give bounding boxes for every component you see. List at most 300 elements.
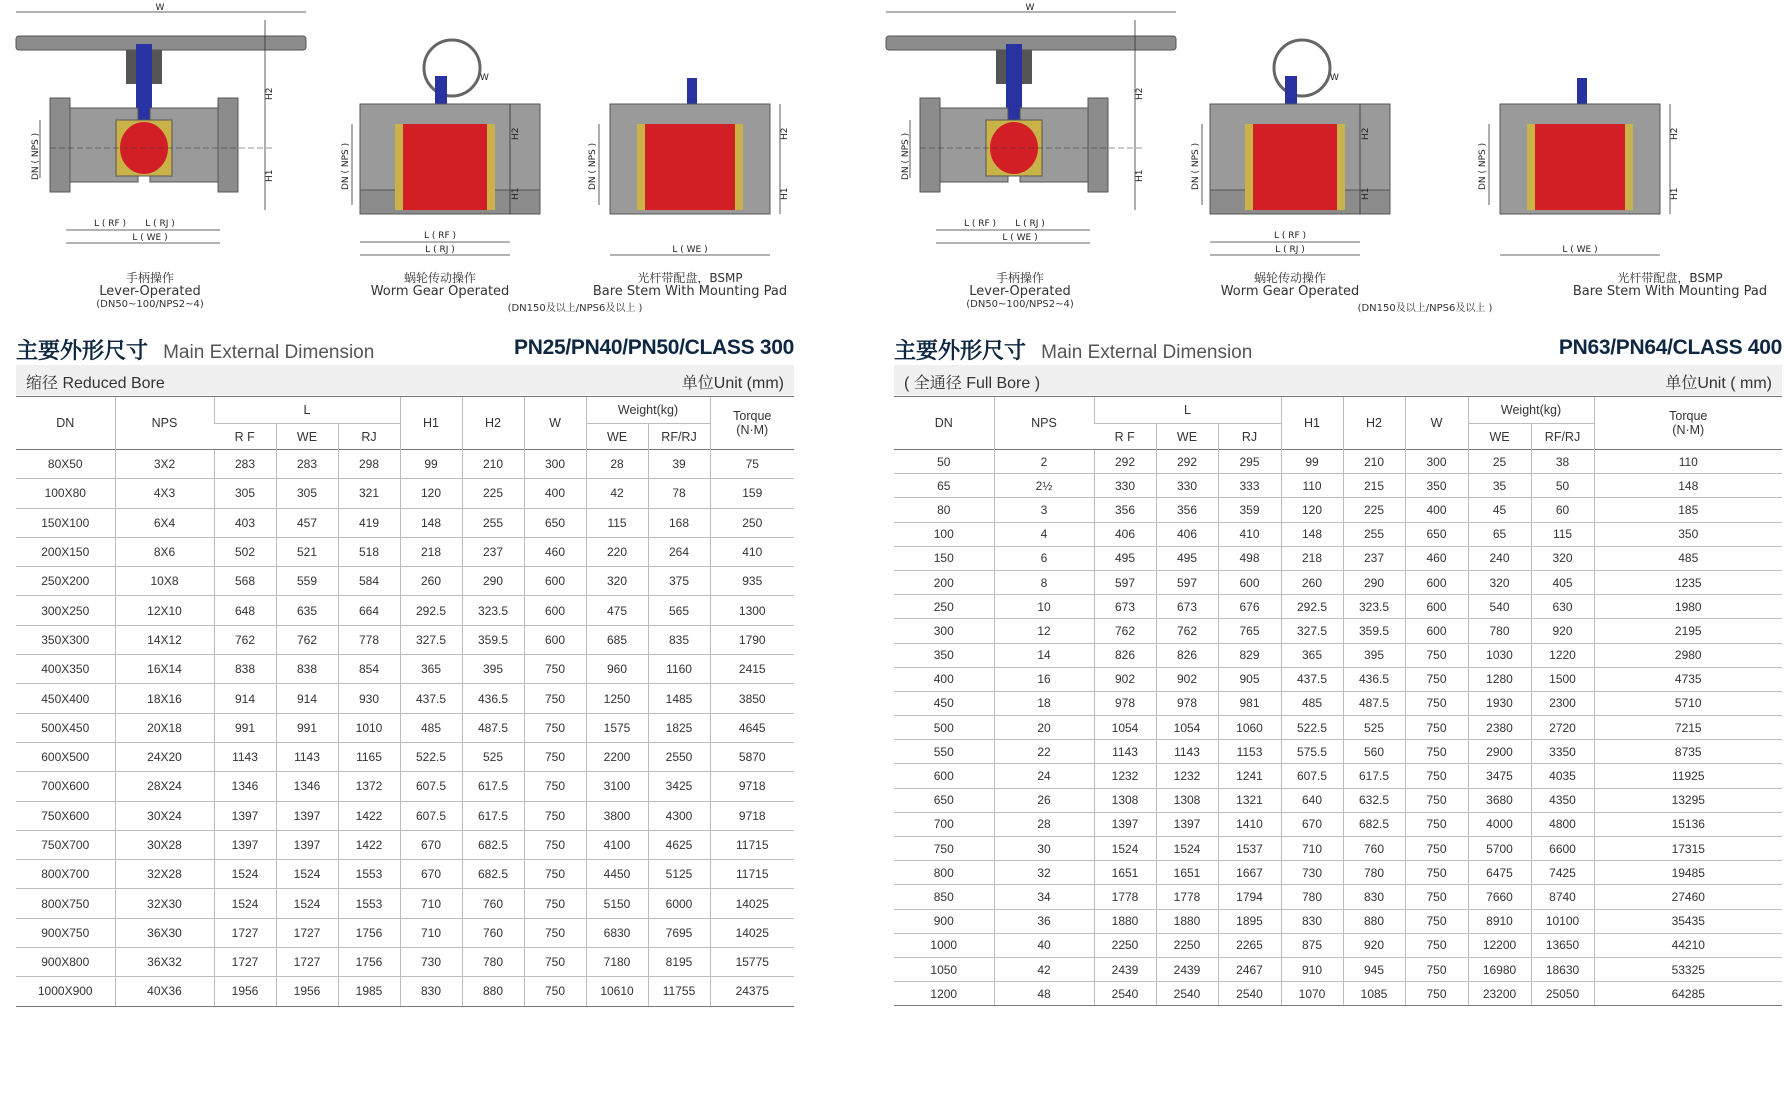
cell-nps: 30X24 — [115, 801, 214, 830]
cell-l-rf: 1397 — [214, 830, 276, 859]
cell-weight-we: 10610 — [586, 977, 648, 1006]
cell-dn: 80X50 — [16, 450, 115, 479]
caption-note: (DN50~100/NPS2~4) — [966, 299, 1074, 310]
cell-l-we: 521 — [276, 537, 338, 566]
cell-w: 650 — [524, 508, 586, 537]
svg-text:DN ( NPS ): DN ( NPS ) — [901, 132, 911, 180]
cell-l-rf: 1880 — [1094, 909, 1156, 933]
cell-l-we: 1397 — [276, 801, 338, 830]
cell-weight-rfrj: 25050 — [1531, 982, 1594, 1006]
cell-l-rf: 1308 — [1094, 788, 1156, 812]
cell-l-rf: 356 — [1094, 498, 1156, 522]
cell-weight-we: 28 — [586, 450, 648, 479]
table-row — [894, 885, 1782, 909]
cell-weight-rfrj: 1220 — [1531, 643, 1594, 667]
cell-torque: 2980 — [1594, 643, 1782, 667]
cell-dn: 1200 — [894, 982, 994, 1006]
cell-h1: 120 — [400, 479, 462, 508]
cell-h1: 910 — [1281, 957, 1343, 981]
cell-weight-rfrj: 320 — [1531, 546, 1594, 570]
cell-weight-we: 540 — [1468, 595, 1531, 619]
cell-dn: 450X400 — [16, 684, 115, 713]
cell-h1: 607.5 — [400, 801, 462, 830]
dimension-table — [894, 396, 1782, 1006]
cell-l-we: 1956 — [276, 977, 338, 1006]
cell-w: 750 — [1405, 837, 1468, 861]
cell-w: 600 — [1405, 619, 1468, 643]
cell-dn: 50 — [894, 450, 994, 474]
cell-weight-we: 12200 — [1468, 933, 1531, 957]
cell-h1: 148 — [400, 508, 462, 537]
cell-weight-rfrj: 11755 — [648, 977, 710, 1006]
cell-weight-rfrj: 7695 — [648, 918, 710, 947]
cell-torque: 5710 — [1594, 691, 1782, 715]
cell-l-rj: 905 — [1218, 667, 1281, 691]
svg-text:L ( RF ): L ( RF ) — [1273, 231, 1307, 241]
cell-l-rf: 1524 — [214, 860, 276, 889]
lever-operated-caption — [60, 272, 240, 311]
cell-torque: 5870 — [710, 742, 794, 771]
cell-w: 750 — [1405, 933, 1468, 957]
cell-l-rj: 765 — [1218, 619, 1281, 643]
valve-drawings — [0, 0, 800, 330]
torque-unit: (N·M) — [736, 423, 769, 437]
cell-l-rj: 498 — [1218, 546, 1281, 570]
cell-nps: 32 — [994, 861, 1094, 885]
cell-l-rf: 673 — [1094, 595, 1156, 619]
col-header-l: L — [1094, 397, 1281, 424]
cell-l-rf: 991 — [214, 713, 276, 742]
cell-l-rf: 2439 — [1094, 957, 1156, 981]
cell-torque: 1235 — [1594, 570, 1782, 594]
table-row — [894, 450, 1782, 474]
cell-torque: 159 — [710, 479, 794, 508]
cell-nps: 14X12 — [115, 625, 214, 654]
cell-nps: 32X28 — [115, 860, 214, 889]
cell-l-rf: 1143 — [214, 742, 276, 771]
table-row — [894, 909, 1782, 933]
cell-weight-we: 685 — [586, 625, 648, 654]
cell-weight-rfrj: 60 — [1531, 498, 1594, 522]
cell-h2: 617.5 — [462, 772, 524, 801]
cell-weight-we: 7660 — [1468, 885, 1531, 909]
cell-torque: 4735 — [1594, 667, 1782, 691]
cell-nps: 36 — [994, 909, 1094, 933]
cell-l-rj: 298 — [338, 450, 400, 479]
cell-dn: 300X250 — [16, 596, 115, 625]
cell-torque: 44210 — [1594, 933, 1782, 957]
cell-w: 750 — [1405, 885, 1468, 909]
cell-h1: 260 — [400, 567, 462, 596]
cell-h1: 730 — [400, 948, 462, 977]
svg-text:L ( RJ ): L ( RJ ) — [145, 219, 175, 229]
table-row — [894, 691, 1782, 715]
cell-h1: 327.5 — [400, 625, 462, 654]
cell-w: 750 — [524, 977, 586, 1006]
cell-l-we: 1054 — [1156, 716, 1218, 740]
cell-h1: 710 — [400, 889, 462, 918]
cell-l-we: 330 — [1156, 474, 1218, 498]
table-row — [16, 655, 794, 684]
cell-l-we: 1524 — [1156, 837, 1218, 861]
cell-l-we: 1727 — [276, 948, 338, 977]
cell-h1: 730 — [1281, 861, 1343, 885]
cell-h2: 237 — [462, 537, 524, 566]
cell-nps: 32X30 — [115, 889, 214, 918]
cell-weight-we: 115 — [586, 508, 648, 537]
cell-weight-rfrj: 6600 — [1531, 837, 1594, 861]
cell-nps: 10X8 — [115, 567, 214, 596]
cell-l-rf: 1778 — [1094, 885, 1156, 909]
cell-dn: 100X80 — [16, 479, 115, 508]
cell-h2: 880 — [462, 977, 524, 1006]
cell-h1: 218 — [1281, 546, 1343, 570]
cell-weight-rfrj: 78 — [648, 479, 710, 508]
cell-weight-rfrj: 835 — [648, 625, 710, 654]
caption-en: Worm Gear Operated — [370, 284, 510, 299]
cell-weight-rfrj: 5125 — [648, 860, 710, 889]
cell-torque: 185 — [1594, 498, 1782, 522]
table-row — [894, 812, 1782, 836]
cell-w: 750 — [524, 801, 586, 830]
table-row — [16, 567, 794, 596]
cell-h2: 225 — [1343, 498, 1405, 522]
cell-torque: 13295 — [1594, 788, 1782, 812]
cell-l-rf: 305 — [214, 479, 276, 508]
worm-gear-valve-drawing — [1180, 0, 1395, 270]
bore-type-label: 缩径 Reduced Bore — [26, 375, 165, 392]
cell-weight-we: 6830 — [586, 918, 648, 947]
cell-nps: 12 — [994, 619, 1094, 643]
cell-l-rj: 2540 — [1218, 982, 1281, 1006]
cell-w: 750 — [524, 948, 586, 977]
cell-nps: 2½ — [994, 474, 1094, 498]
cell-torque: 1980 — [1594, 595, 1782, 619]
cell-l-we: 838 — [276, 655, 338, 684]
cell-l-we: 1880 — [1156, 909, 1218, 933]
caption-en: Lever-Operated — [969, 284, 1071, 299]
table-row — [894, 716, 1782, 740]
col-header-l-we: WE — [1156, 424, 1218, 450]
cell-h2: 920 — [1343, 933, 1405, 957]
cell-weight-rfrj: 2720 — [1531, 716, 1594, 740]
cell-dn: 550 — [894, 740, 994, 764]
cell-l-we: 762 — [276, 625, 338, 654]
svg-text:W: W — [155, 3, 165, 13]
cell-w: 750 — [1405, 643, 1468, 667]
cell-nps: 36X30 — [115, 918, 214, 947]
table-row — [894, 788, 1782, 812]
cell-dn: 300 — [894, 619, 994, 643]
cell-h2: 632.5 — [1343, 788, 1405, 812]
cell-weight-rfrj: 630 — [1531, 595, 1594, 619]
cell-w: 400 — [1405, 498, 1468, 522]
table-row — [16, 918, 794, 947]
cell-dn: 800 — [894, 861, 994, 885]
table-row — [16, 684, 794, 713]
cell-weight-we: 8910 — [1468, 909, 1531, 933]
cell-w: 750 — [524, 742, 586, 771]
cell-weight-rfrj: 10100 — [1531, 909, 1594, 933]
cell-l-rf: 283 — [214, 450, 276, 479]
svg-text:H2: H2 — [265, 87, 275, 100]
cell-w: 750 — [524, 889, 586, 918]
cell-weight-rfrj: 920 — [1531, 619, 1594, 643]
svg-text:H2: H2 — [1135, 87, 1145, 100]
cell-w: 350 — [1405, 474, 1468, 498]
cell-l-we: 457 — [276, 508, 338, 537]
cell-l-rj: 1060 — [1218, 716, 1281, 740]
col-header-h2: H2 — [462, 397, 524, 450]
cell-l-rf: 1727 — [214, 948, 276, 977]
table-row — [894, 982, 1782, 1006]
cell-l-rf: 1397 — [1094, 812, 1156, 836]
cell-h2: 323.5 — [1343, 595, 1405, 619]
cell-weight-we: 1575 — [586, 713, 648, 742]
cell-w: 460 — [524, 537, 586, 566]
cell-h1: 260 — [1281, 570, 1343, 594]
cell-l-we: 283 — [276, 450, 338, 479]
cell-l-rj: 1553 — [338, 860, 400, 889]
worm-gear-valve-drawing — [330, 0, 545, 270]
col-header-weight-we: WE — [1468, 424, 1531, 450]
cell-w: 600 — [524, 625, 586, 654]
cell-l-rj: 930 — [338, 684, 400, 713]
cell-torque: 24375 — [710, 977, 794, 1006]
cell-weight-we: 2900 — [1468, 740, 1531, 764]
cell-weight-we: 4000 — [1468, 812, 1531, 836]
cell-l-rf: 1956 — [214, 977, 276, 1006]
cell-nps: 8X6 — [115, 537, 214, 566]
table-row — [16, 625, 794, 654]
cell-h2: 487.5 — [1343, 691, 1405, 715]
worm-gear-caption — [1200, 272, 1380, 298]
cell-nps: 16 — [994, 667, 1094, 691]
cell-nps: 6X4 — [115, 508, 214, 537]
dimension-table — [16, 396, 794, 1007]
cell-l-rj: 410 — [1218, 522, 1281, 546]
cell-nps: 20 — [994, 716, 1094, 740]
subheader-bar — [16, 365, 794, 395]
cell-l-rj: 1153 — [1218, 740, 1281, 764]
cell-dn: 900X800 — [16, 948, 115, 977]
cell-weight-rfrj: 3425 — [648, 772, 710, 801]
cell-l-rf: 1397 — [214, 801, 276, 830]
cell-weight-rfrj: 375 — [648, 567, 710, 596]
cell-torque: 9718 — [710, 801, 794, 830]
cell-l-we: 292 — [1156, 450, 1218, 474]
cell-nps: 3 — [994, 498, 1094, 522]
cell-torque: 935 — [710, 567, 794, 596]
cell-l-we: 635 — [276, 596, 338, 625]
cell-weight-rfrj: 405 — [1531, 570, 1594, 594]
cell-nps: 16X14 — [115, 655, 214, 684]
table-row — [894, 570, 1782, 594]
cell-l-we: 1397 — [1156, 812, 1218, 836]
caption-en: Bare Stem With Mounting Pad — [1572, 284, 1768, 299]
pressure-standard: PN25/PN40/PN50/CLASS 300 — [514, 336, 794, 359]
cell-dn: 900 — [894, 909, 994, 933]
table-row — [16, 508, 794, 537]
cell-w: 750 — [1405, 691, 1468, 715]
cell-torque: 485 — [1594, 546, 1782, 570]
cell-l-rf: 1232 — [1094, 764, 1156, 788]
cell-weight-we: 3475 — [1468, 764, 1531, 788]
cell-weight-rfrj: 264 — [648, 537, 710, 566]
cell-l-we: 762 — [1156, 619, 1218, 643]
cell-l-we: 305 — [276, 479, 338, 508]
cell-torque: 14025 — [710, 889, 794, 918]
cell-l-rf: 1346 — [214, 772, 276, 801]
cell-h2: 780 — [1343, 861, 1405, 885]
cell-weight-we: 5150 — [586, 889, 648, 918]
table-row — [894, 933, 1782, 957]
cell-l-rj: 1422 — [338, 830, 400, 859]
table-row — [16, 948, 794, 977]
caption-cn: 手柄操作 — [125, 271, 174, 285]
torque-label: Torque — [1669, 409, 1708, 423]
cell-h1: 670 — [400, 830, 462, 859]
cell-h1: 99 — [400, 450, 462, 479]
cell-l-rj: 1241 — [1218, 764, 1281, 788]
cell-h1: 780 — [1281, 885, 1343, 909]
cell-w: 750 — [1405, 740, 1468, 764]
cell-torque: 15136 — [1594, 812, 1782, 836]
svg-text:DN ( NPS ): DN ( NPS ) — [588, 142, 598, 190]
table-row — [894, 837, 1782, 861]
cell-weight-we: 320 — [586, 567, 648, 596]
cell-l-rf: 1651 — [1094, 861, 1156, 885]
cell-l-rf: 597 — [1094, 570, 1156, 594]
cell-l-we: 1524 — [276, 860, 338, 889]
cell-dn: 400X350 — [16, 655, 115, 684]
table-row — [894, 764, 1782, 788]
cell-torque: 11715 — [710, 830, 794, 859]
cell-l-rj: 1321 — [1218, 788, 1281, 812]
cell-l-rj: 778 — [338, 625, 400, 654]
caption-cn: 蜗轮传动操作 — [1253, 271, 1326, 285]
cell-h2: 525 — [462, 742, 524, 771]
cell-h1: 365 — [400, 655, 462, 684]
cell-h2: 760 — [462, 918, 524, 947]
cell-dn: 700X600 — [16, 772, 115, 801]
cell-nps: 4X3 — [115, 479, 214, 508]
col-header-nps: NPS — [115, 397, 214, 450]
cell-h2: 210 — [1343, 450, 1405, 474]
cell-nps: 20X18 — [115, 713, 214, 742]
svg-text:H1: H1 — [1361, 187, 1371, 200]
cell-l-we: 914 — [276, 684, 338, 713]
cell-dn: 200 — [894, 570, 994, 594]
cell-w: 750 — [524, 684, 586, 713]
cell-weight-we: 25 — [1468, 450, 1531, 474]
cell-nps: 18X16 — [115, 684, 214, 713]
cell-dn: 200X150 — [16, 537, 115, 566]
cell-dn: 650 — [894, 788, 994, 812]
cell-torque: 11715 — [710, 860, 794, 889]
cell-torque: 1790 — [710, 625, 794, 654]
cell-l-rj: 1553 — [338, 889, 400, 918]
cell-h1: 110 — [1281, 474, 1343, 498]
cell-weight-rfrj: 2300 — [1531, 691, 1594, 715]
cell-h1: 485 — [400, 713, 462, 742]
cell-l-we: 495 — [1156, 546, 1218, 570]
svg-text:H1: H1 — [1670, 187, 1680, 200]
table-row — [894, 474, 1782, 498]
svg-text:W: W — [480, 73, 489, 83]
cell-h2: 525 — [1343, 716, 1405, 740]
cell-torque: 2195 — [1594, 619, 1782, 643]
cell-l-we: 826 — [1156, 643, 1218, 667]
col-header-l: L — [214, 397, 400, 424]
cell-weight-we: 23200 — [1468, 982, 1531, 1006]
cell-h2: 395 — [1343, 643, 1405, 667]
cell-l-we: 2439 — [1156, 957, 1218, 981]
cell-nps: 8 — [994, 570, 1094, 594]
unit-label: 单位Unit (mm) — [681, 375, 784, 392]
cell-w: 600 — [524, 596, 586, 625]
cell-l-rj: 1537 — [1218, 837, 1281, 861]
cell-weight-we: 3100 — [586, 772, 648, 801]
cell-torque: 2415 — [710, 655, 794, 684]
cell-weight-rfrj: 7425 — [1531, 861, 1594, 885]
cell-nps: 24X20 — [115, 742, 214, 771]
section-heading — [16, 334, 794, 364]
cell-h1: 327.5 — [1281, 619, 1343, 643]
col-header-l-rf: R F — [214, 424, 276, 450]
cell-weight-we: 2380 — [1468, 716, 1531, 740]
cell-l-we: 991 — [276, 713, 338, 742]
cell-h2: 237 — [1343, 546, 1405, 570]
cell-w: 750 — [1405, 909, 1468, 933]
cell-h1: 670 — [400, 860, 462, 889]
cell-l-rf: 403 — [214, 508, 276, 537]
cell-weight-rfrj: 1500 — [1531, 667, 1594, 691]
cell-l-rf: 568 — [214, 567, 276, 596]
cell-weight-rfrj: 18630 — [1531, 957, 1594, 981]
cell-h2: 210 — [462, 450, 524, 479]
cell-l-we: 1778 — [1156, 885, 1218, 909]
cell-h1: 437.5 — [1281, 667, 1343, 691]
bare-stem-caption — [1570, 272, 1770, 298]
cell-l-rj: 1422 — [338, 801, 400, 830]
col-header-weight: Weight(kg) — [1468, 397, 1594, 424]
cell-nps: 30 — [994, 837, 1094, 861]
cell-h1: 437.5 — [400, 684, 462, 713]
cell-l-we: 1524 — [276, 889, 338, 918]
cell-h2: 682.5 — [1343, 812, 1405, 836]
cell-w: 300 — [524, 450, 586, 479]
cell-weight-we: 2200 — [586, 742, 648, 771]
cell-dn: 100 — [894, 522, 994, 546]
table-row — [16, 596, 794, 625]
cell-l-we: 1346 — [276, 772, 338, 801]
caption-cn: 光杆带配盘，BSMP — [1617, 271, 1723, 285]
cell-dn: 80 — [894, 498, 994, 522]
cell-l-rf: 1727 — [214, 918, 276, 947]
svg-text:DN ( NPS ): DN ( NPS ) — [1191, 142, 1201, 190]
table-row — [16, 742, 794, 771]
cell-l-rf: 495 — [1094, 546, 1156, 570]
svg-text:L ( WE ): L ( WE ) — [672, 245, 708, 255]
cell-l-we: 597 — [1156, 570, 1218, 594]
torque-label: Torque — [733, 409, 772, 423]
cell-w: 750 — [1405, 812, 1468, 836]
cell-w: 460 — [1405, 546, 1468, 570]
cell-w: 750 — [524, 713, 586, 742]
table-row — [16, 830, 794, 859]
cell-l-rj: 854 — [338, 655, 400, 684]
